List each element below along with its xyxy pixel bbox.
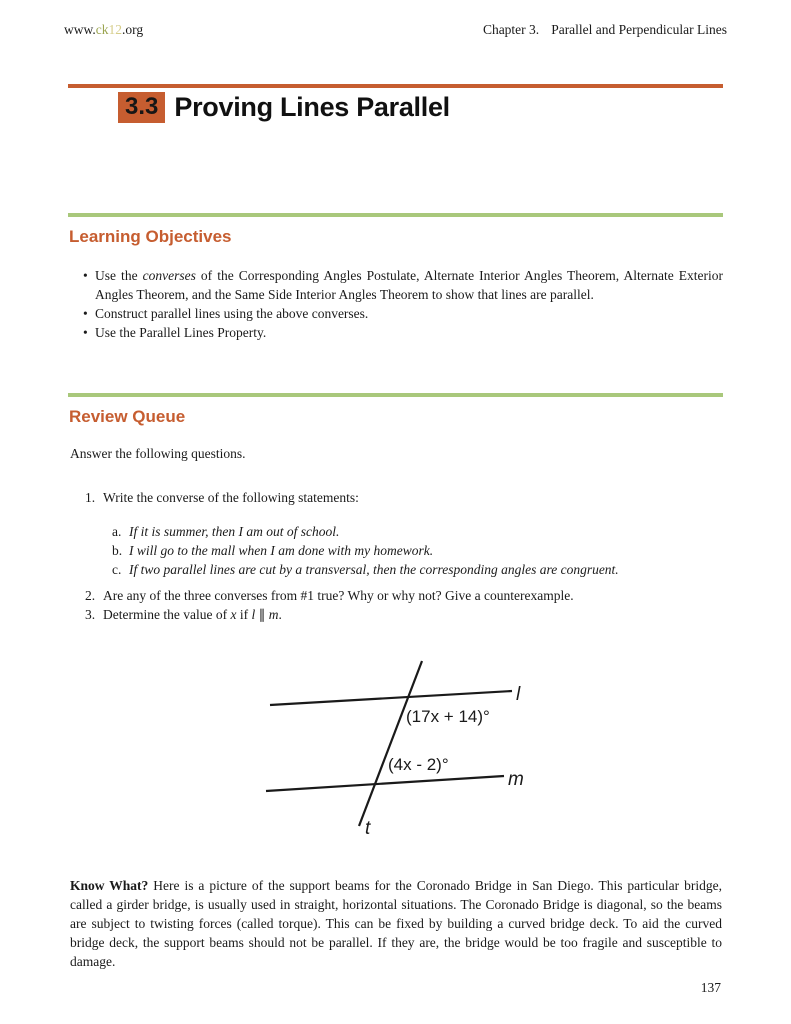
know-what-text: Here is a picture of the support beams for the Coronado Bridge in San Diego. This particular bridge, called a girder bridge, is usually used in straight, horizontal situations. The Coronado Bridge is diagonal, so the beams are subject to twisting forces (called torque). This can be fixed by building a curved bridge deck. To aid the curved bridge deck, the support beams should not be parallel. If they are, the bridge would be too fragile and susceptible to damage. (70, 878, 722, 969)
objective-item (83, 323, 723, 342)
objective-text-post: of the Corresponding Angles Postulate, Alternate Interior Angles Theorem, Alternate Exterior Angles Theorem, and the Same Side Interior Angles Theorem to show that lines are parallel. (95, 268, 723, 302)
objective-text: Use the Parallel Lines Property. (95, 325, 267, 340)
page-header (64, 22, 727, 38)
variable-l: l (251, 607, 256, 622)
question-3 (85, 605, 725, 624)
diagram-svg (252, 645, 552, 845)
question-number: 1. (85, 490, 96, 505)
green-divider-rule (68, 393, 723, 397)
page-number: 137 (700, 980, 721, 995)
section-number-badge: 3.3 (118, 92, 165, 123)
chapter-header (483, 22, 727, 38)
objective-text-italic: converses (142, 268, 196, 283)
question-2 (85, 586, 725, 605)
transversal-label: t (365, 818, 371, 839)
know-what-label: Know What? (70, 878, 149, 893)
question-text-end: . (278, 607, 282, 622)
question-text: Write the converse of the following statements: (103, 490, 359, 505)
bullet-icon: • (83, 306, 88, 321)
question-1-sublist (112, 522, 725, 579)
url-org: .org (122, 22, 144, 37)
transversal-t (359, 661, 422, 826)
line-m (266, 776, 504, 791)
question-text: Are any of the three converses from #1 true? Why or why not? Give a counterexample. (103, 588, 574, 603)
line-l (270, 691, 512, 705)
bullet-icon: • (83, 325, 88, 340)
question-number: 2. (85, 588, 96, 603)
parallel-lines-diagram (252, 645, 552, 845)
review-queue-intro: Answer the following questions. (70, 446, 246, 461)
learning-objectives-list (83, 266, 723, 342)
objective-text (95, 266, 723, 304)
chapter-label: Chapter 3. (482, 22, 540, 37)
url-ck: ck (95, 22, 109, 37)
objective-item (83, 266, 723, 304)
question-1 (85, 488, 725, 507)
learning-objectives-heading: Learning Objectives (69, 227, 232, 246)
question-text-mid: if (236, 607, 252, 622)
know-what-paragraph (70, 876, 722, 971)
variable-x: x (230, 607, 237, 622)
variable-m: m (268, 607, 279, 622)
objective-item (83, 304, 723, 323)
line-l-label: l (516, 684, 521, 705)
objective-text: Construct parallel lines using the above converses. (95, 306, 369, 321)
question-number: 3. (85, 607, 96, 622)
url-www: www. (64, 22, 96, 37)
chapter-title: Parallel and Perpendicular Lines (551, 22, 727, 37)
review-questions-list (85, 488, 725, 624)
angle-top-label: (17x + 14)° (406, 707, 490, 726)
sub-question-letter: a. (112, 524, 122, 539)
sub-question-c (112, 560, 725, 579)
sub-question-text: If it is summer, then I am out of school. (129, 524, 340, 539)
site-url (64, 22, 143, 38)
url-12: 12 (108, 22, 122, 37)
review-queue-heading: Review Queue (69, 407, 186, 426)
sub-question-a (112, 522, 725, 541)
sub-question-text: I will go to the mall when I am done with my homework. (129, 543, 434, 558)
question-text-pre: Determine the value of (103, 607, 231, 622)
green-divider-rule (68, 213, 723, 217)
sub-question-letter: b. (112, 543, 123, 558)
bullet-icon: • (83, 268, 88, 283)
line-m-label: m (508, 769, 524, 790)
section-title: Proving Lines Parallel (174, 92, 450, 122)
angle-bottom-label: (4x - 2)° (388, 755, 449, 774)
sub-question-letter: c. (112, 562, 122, 577)
objective-text-pre: Use the (95, 268, 143, 283)
sub-question-b (112, 541, 725, 560)
orange-divider-rule (68, 84, 723, 88)
section-titlebar (118, 92, 450, 123)
parallel-symbol: ∥ (255, 607, 269, 622)
question-text (103, 605, 282, 624)
sub-question-text: If two parallel lines are cut by a transversal, then the corresponding angles are congruent. (129, 562, 619, 577)
